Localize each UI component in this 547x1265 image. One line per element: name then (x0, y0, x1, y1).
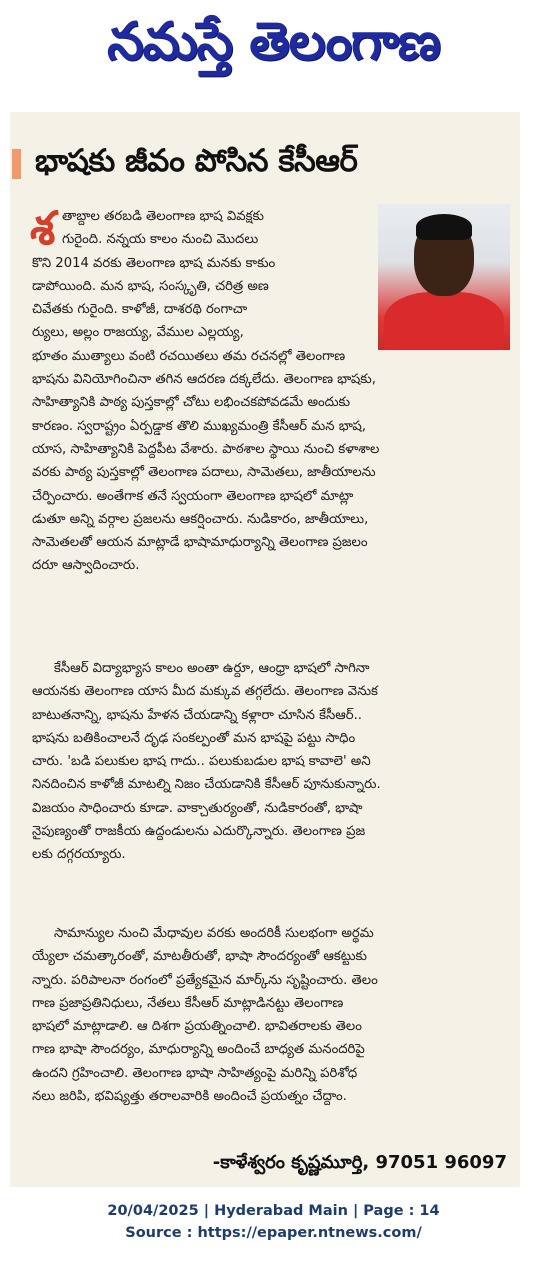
text-line: కేసీఆర్ విద్యాభ్యాస కాలం అంతా ఉర్దూ, ఆంధ్రా భాషలో సాగినా (54, 661, 370, 676)
text-line: చేర్పించారు. అంతేగాక తనే స్వయంగా తెలంగాణ భాషలో మాట్లా (32, 488, 354, 504)
text-line: నినదించిన కాళోజీ మాటల్ని నిజం చేయడానికి కేసీఆర్ పూనుకున్నారు. (32, 777, 381, 793)
masthead (0, 8, 547, 88)
text-line: ర్యులు, అల్లం రాజయ్య, వేముల ఎల్లయ్య, (32, 325, 244, 341)
text-line: భాషను వినియోగించినా తగిన ఆదరణ దక్కలేదు. తెలంగాణ భాషకు, (32, 372, 376, 388)
text-line: భాషను బతికించాలనే దృఢ సంకల్పంతో మన భాషపై పట్టు సాధిం (32, 730, 356, 746)
text-line: కారణం. స్వరాష్ట్రం ఏర్పడ్డాక తొలి ముఖ్యమంత్రి కేసీఆర్ మన భాష, (32, 418, 367, 434)
headline-text: భాషకు జీవం పోసిన కేసీఆర్ (35, 142, 358, 179)
text-line: లకు దగ్గరయ్యారు. (32, 847, 126, 863)
text-line: విజయం సాధించారు కూడా. వాక్చాతుర్యంతో, నుడికారంతో, భాషా (32, 800, 363, 816)
text-line: గాణ ప్రజాప్రతినిధులు, నేతలు కేసీఆర్ మాట్లాడినట్టు తెలంగాణ (32, 995, 344, 1011)
text-line: ఉందని గ్రహించాలి. తెలంగాణ భాషా సాహిత్యంపై మరిన్ని పరిశోధ (32, 1065, 358, 1081)
text-line: భాషలో మాట్లాడాలి. ఆ దిశగా ప్రయత్నించాలి. భావితరాలకు తెలం (32, 1019, 362, 1035)
author-signature: -కాళేశ్వరం కృష్ణమూర్తి, 97051 96097 (212, 1152, 507, 1173)
text-line: డాపోయింది. మన భాష, సంస్కృతి, చరిత్ర అణ (32, 278, 269, 294)
footer-source-link[interactable]: Source : https://epaper.ntnews.com/ (125, 1225, 422, 1241)
footer-edition-info: 20/04/2025 | Hyderabad Main | Page : 14 (107, 1203, 440, 1219)
text-line: తాబ్దాల తరబడి తెలంగాణ భాష వివక్షకు (62, 209, 264, 224)
paragraph-2 (32, 657, 510, 867)
text-line: వరకు పాఠ్య పుస్తకాల్లో తెలంగాణ పదాలు, సామెతలు, జాతీయాలను (32, 465, 376, 481)
text-line: నలు జరిపి, భవిష్యత్తు తరాలవారికి అందించే ప్రయత్నం చేద్దాం. (32, 1089, 347, 1105)
paragraph-1 (30, 201, 510, 578)
text-line: బాటుతనాన్ని, భాషను హేళన చేయడాన్ని కళ్లారా చూసిన కేసీఆర్.. (32, 707, 362, 723)
text-line: ఆయనకు తెలంగాణ యాస మీద మక్కువ తగ్గలేదు. తెలంగాణ వెనుక (32, 684, 378, 700)
headline-accent-bar (12, 149, 21, 179)
paragraph-3 (32, 922, 510, 1108)
text-line: గురైంది. నన్నయ కాలం నుంచి మొదలు (62, 232, 259, 248)
text-line: చివేతకు గురైంది. కాళోజీ, దాశరథి రంగాచా (32, 302, 248, 318)
text-line: భూతం ముత్యాలు వంటి రచయితలు తమ రచనల్లో తెలంగాణ (32, 348, 346, 364)
text-line: య్యేలా చమత్కారంతో, మాటతీరుతో, భాషా సౌందర్యంతో ఆకట్టుకు (32, 949, 367, 965)
text-line: దరూ ఆస్వాదించారు. (32, 558, 140, 574)
text-line: యాస, సాహిత్యానికి పెద్దపీట వేశారు. పాఠశాల స్థాయి నుంచి కళాశాల (32, 441, 380, 457)
drop-cap: శ (30, 201, 56, 255)
text-line: డుతూ అన్ని వర్గాల ప్రజలను ఆకర్షించారు. నుడికారం, జాతీయాలు, (32, 511, 369, 527)
text-line: సామాన్యుల నుంచి మేధావుల వరకు అందరికీ సులభంగా అర్థమ (54, 926, 374, 941)
page-footer (0, 1200, 547, 1244)
text-line: నైపుణ్యంతో రాజకీయ ఉద్దండులను ఎదుర్కొన్నారు. తెలంగాణ ప్రజ (32, 824, 366, 840)
masthead-title: నమస్తే తెలంగాణ (107, 11, 440, 72)
text-line: సామెతలతో ఆయన మాట్లాడే భాషామాధుర్యాన్ని తెలంగాణ ప్రజలం (32, 535, 368, 551)
text-line: చారు. 'బడి పలుకుల భాష గాదు.. పలుకుబడుల భాష కావాలె' అని (32, 754, 371, 770)
text-line: గాణ భాషా సౌందర్యం, మాధుర్యాన్ని అందించే బాధ్యత మనందరిపై (32, 1042, 365, 1058)
text-line: సాహిత్యానికి పాఠ్య పుస్తకాల్లో చోటు లభించకపోవడమే అందుకు (32, 395, 351, 411)
text-line: కొని 2014 వరకు తెలంగాణ భాష మనకు కాకుం (32, 255, 276, 271)
article-headline (10, 140, 520, 188)
text-line: న్నారు. పరిపాలనా రంగంలో ప్రత్యేకమైన మార్క్‌ను సృష్టించారు. తెలం (32, 972, 378, 988)
